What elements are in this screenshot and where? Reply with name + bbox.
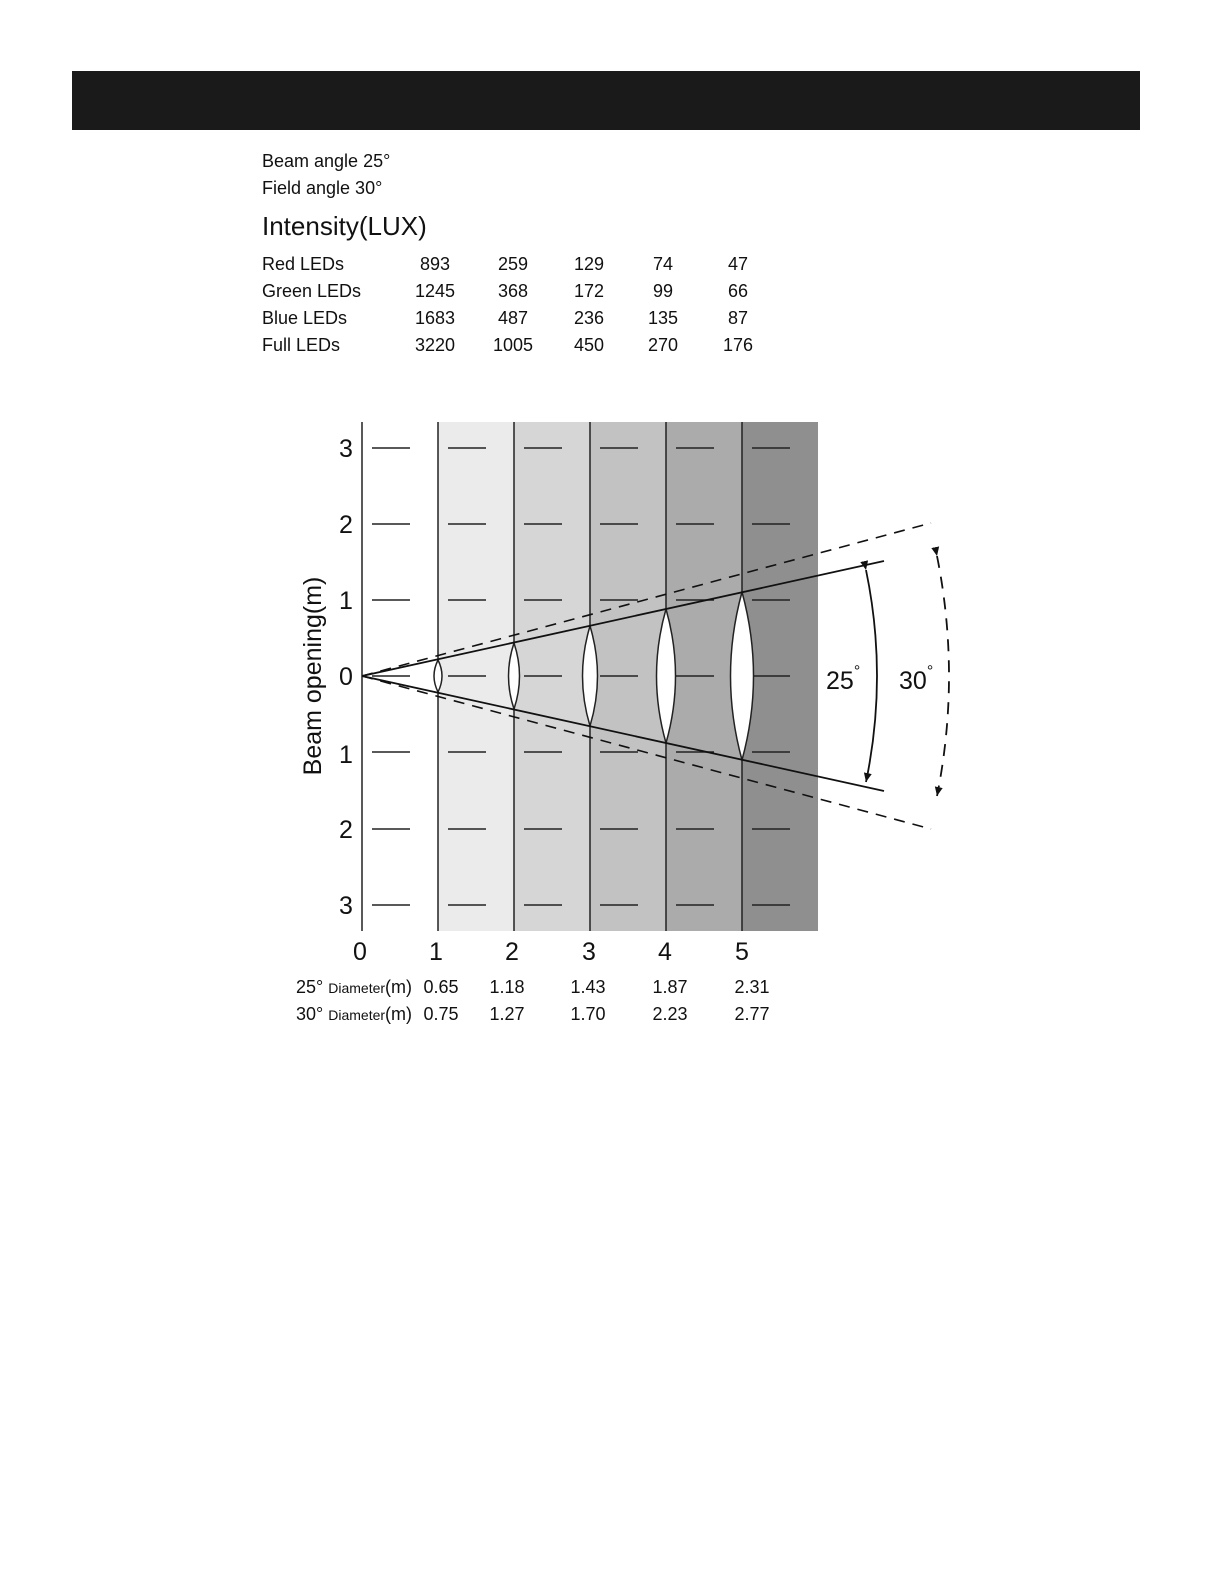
diameter-value: 2.31 <box>734 977 770 997</box>
lux-value: 270 <box>647 335 679 355</box>
y-tick-label: 1 <box>339 587 353 615</box>
diameter-value: 1.87 <box>652 977 688 997</box>
diameter-row-25 <box>296 977 770 997</box>
diameter-value: 1.18 <box>489 977 525 997</box>
diameter-value: 1.43 <box>570 977 606 997</box>
x-tick-label: 0 <box>353 938 367 966</box>
y-tick-label: 1 <box>339 741 353 769</box>
row-label: Red LEDs <box>262 254 345 274</box>
row-label: Green LEDs <box>262 281 362 301</box>
field-angle-text: Field angle 30° <box>262 178 383 198</box>
beam-angle-arc <box>866 570 877 782</box>
lux-value: 47 <box>727 254 749 274</box>
diameter-value: 2.77 <box>734 1004 770 1024</box>
y-tick-label: 0 <box>339 663 353 691</box>
lux-value: 3220 <box>414 335 456 355</box>
lux-value: 1005 <box>492 335 534 355</box>
lens-1m <box>434 660 442 692</box>
lux-value: 66 <box>727 281 749 301</box>
row-label: Full LEDs <box>262 335 341 355</box>
field-angle-arc <box>937 556 949 796</box>
x-axis-ticks <box>353 938 749 966</box>
y-tick-label: 2 <box>339 511 353 539</box>
x-tick-label: 3 <box>582 938 596 966</box>
y-axis-label: Beam opening(m) <box>299 576 327 776</box>
row-label: Blue LEDs <box>262 308 348 328</box>
x-tick-label: 2 <box>505 938 519 966</box>
lux-value: 135 <box>647 308 679 328</box>
diameter-value: 0.75 <box>423 1004 459 1024</box>
diameter-value: 2.23 <box>652 1004 688 1024</box>
lux-value: 176 <box>722 335 754 355</box>
lux-value: 1683 <box>414 308 456 328</box>
y-tick-label: 3 <box>339 892 353 920</box>
lux-value: 236 <box>573 308 605 328</box>
diameter-value: 1.27 <box>489 1004 525 1024</box>
lux-value: 74 <box>652 254 674 274</box>
field-angle-label: 30° <box>899 663 934 695</box>
lux-value: 1245 <box>414 281 456 301</box>
diameter-value: 1.70 <box>570 1004 606 1024</box>
intensity-title: Intensity(LUX) <box>262 211 427 241</box>
lux-value: 259 <box>497 254 529 274</box>
lux-value: 487 <box>497 308 529 328</box>
lux-value: 87 <box>727 308 749 328</box>
lux-value: 450 <box>573 335 605 355</box>
y-axis-ticks <box>339 435 353 920</box>
y-tick-label: 3 <box>339 435 353 463</box>
x-tick-label: 5 <box>735 938 749 966</box>
x-tick-label: 1 <box>429 938 443 966</box>
diameter-row-30 <box>296 1004 770 1024</box>
y-tick-label: 2 <box>339 816 353 844</box>
x-tick-label: 4 <box>658 938 672 966</box>
lux-value: 99 <box>652 281 674 301</box>
beam-angle-text: Beam angle 25° <box>262 151 391 171</box>
lux-value: 368 <box>497 281 529 301</box>
beam-angle-label: 25° <box>826 663 861 695</box>
diameter-value: 0.65 <box>423 977 459 997</box>
lux-value: 893 <box>419 254 451 274</box>
lux-value: 172 <box>573 281 605 301</box>
diameter-row-label: 30° Diameter(m) <box>296 1004 413 1024</box>
lux-value: 129 <box>573 254 605 274</box>
diameter-row-label: 25° Diameter(m) <box>296 977 413 997</box>
